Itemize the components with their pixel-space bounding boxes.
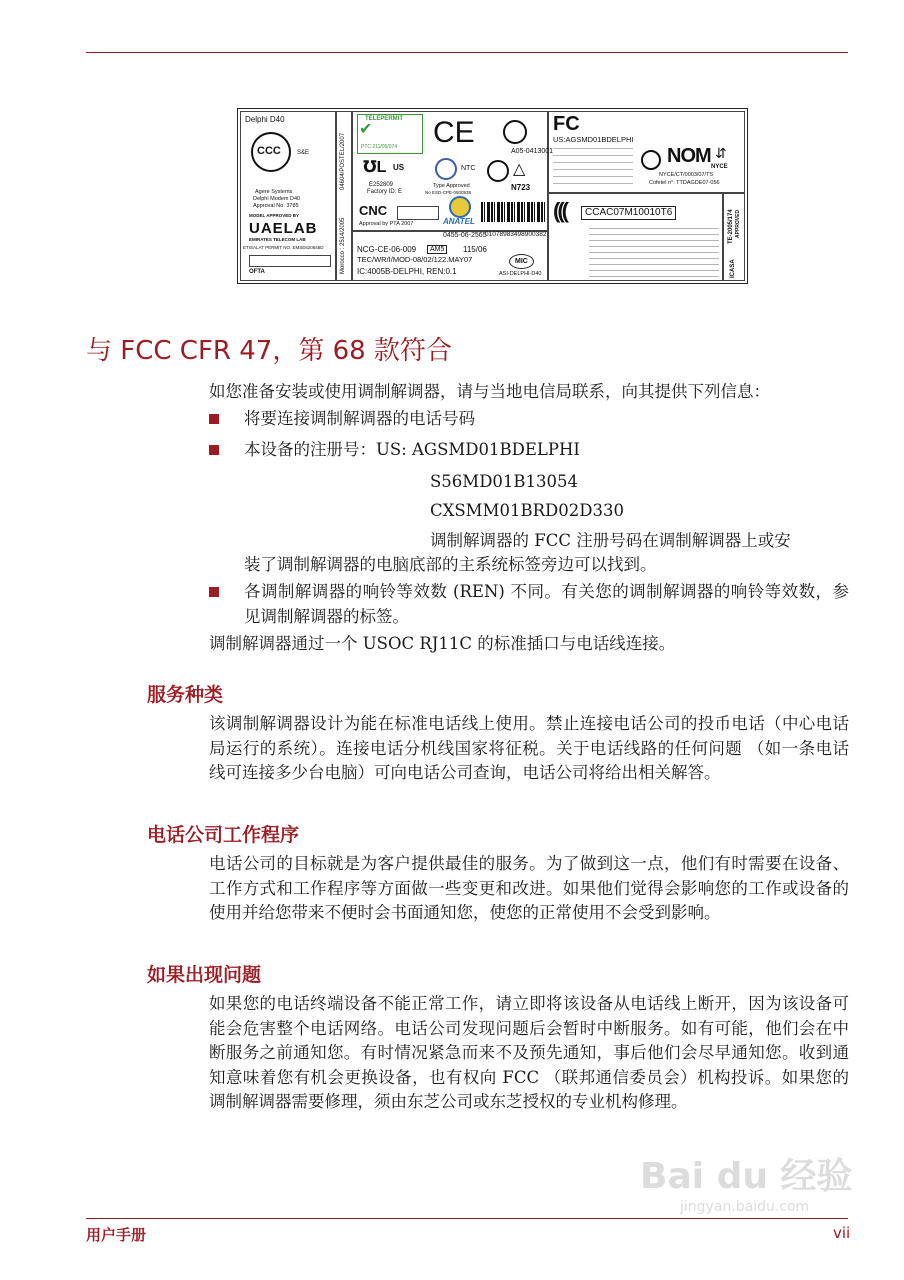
ul-us: US: [393, 163, 405, 172]
label-left-panel: [240, 111, 336, 281]
agere-line-2: Delphi Modem D40: [253, 196, 301, 202]
fcc-note-line-1: 调制解调器的 FCC 注册号码在调制解调器上或安: [430, 531, 791, 550]
problems-paragraph: 如果您的电话终端设备不能正常工作，请立即将该设备从电话线上断开，因为该设备可能会危害整个电话网络。电话公司发现问题后会暂时中断服务。如有可能，他们会在中断服务之前通知您。有时情况紧急而来不及预先通知，事后他们会尽早通知您。收到通知意味着您有机会更换设备，也有权向 FCC （联邦通信委员会）机构投诉。如果您的调制解调器需要修理，须由东芝公司或东芝授权的专业机构修理。: [209, 994, 849, 1111]
approved-label: APPROVED: [735, 209, 741, 238]
icasa-label: ICASA: [730, 259, 736, 278]
ul-file: E252809: [369, 182, 394, 188]
bullet-text: 将要连接调制解调器的电话号码: [244, 409, 475, 428]
uaelab-logo: UAELAB: [249, 220, 318, 237]
ams-number: 115/06: [463, 245, 487, 254]
bullet-square-icon: [209, 587, 219, 597]
procedure-paragraph: 电话公司的目标就是为客户提供最佳的服务。为了做到这一点，他们有时需要在设备、工作方式和工作程序等方面做一些变更和改进。如果他们觉得会影响您的工作或设备的使用并给您带来不便时会书面通知您，使您的正常使用不会受到影响。: [209, 854, 849, 922]
nom-logo: NOM: [667, 145, 711, 167]
section-title: 与 FCC CFR 47，第 68 款符合: [86, 336, 452, 366]
ofta-label: OFTA: [249, 269, 265, 275]
watermark-brand: Bai du 经验: [640, 1156, 853, 1197]
fcc-registration: US:AGSMD01BDELPHI: [553, 135, 634, 144]
nom-circle-icon: [641, 150, 661, 170]
morocco-approval: Morocco : 2514/2005: [340, 217, 346, 274]
uaelab-sub: EMIRATES TELECOM LAB: [249, 237, 306, 242]
etisalat-permit: ETISALAT PERMIT NO. EMSE620646D: [243, 245, 324, 250]
pta-approval: Approval by PTA 2007: [359, 221, 414, 227]
ce-mark: CE: [433, 116, 475, 149]
nyce-arrows-icon: ⇵: [715, 145, 727, 161]
triangle-icon: △: [513, 161, 526, 178]
ntc-logo: [435, 158, 457, 180]
check-icon: ✔: [359, 121, 373, 138]
barcode: [481, 202, 545, 222]
fcc-logo: FC: [553, 113, 580, 135]
ccc-sub: S&E: [297, 150, 310, 156]
registration-number-2: S56MD01B13054: [430, 472, 579, 491]
ams-box: AM5: [427, 245, 447, 254]
n723-label: N723: [511, 183, 531, 192]
right-lower-panel: [548, 193, 723, 281]
a05-number: A05-0413001: [511, 148, 554, 155]
anatel-number: 0455-06-2565: [443, 232, 487, 239]
israel-info-lines: [589, 228, 719, 278]
intro-paragraph: 如您准备安装或使用调制解调器，请与当地电信局联系，向其提供下列信息：: [209, 382, 770, 401]
type-approved: Type Approved: [433, 183, 470, 189]
procedure-heading: 电话公司工作程序: [147, 824, 300, 846]
asi-number: ASI-DELPHI-D40: [499, 271, 542, 277]
agere-line-3: Approval No. 3785: [253, 203, 299, 209]
right-upper-panel: [548, 111, 745, 193]
ul-factory: Factory ID: E: [367, 189, 403, 195]
ic-number: IC:4005B-DELPHI, REN:0.1: [357, 267, 457, 276]
bullet-text: 各调制解调器的响铃等效数 (REN) 不同。有关您的调制解调器的响铃等效数，参见调制解调器的标签。: [244, 582, 849, 626]
middle-upper-panel: [352, 111, 554, 231]
page-number: vii: [833, 1224, 851, 1242]
ccc-mark: CCC: [257, 145, 281, 157]
usoc-paragraph: 调制解调器通过一个 USOC RJ11C 的标准插口与电话线连接。: [209, 634, 676, 653]
ncg-number: NCG-CE-06-009: [357, 245, 417, 254]
middle-lower-panel: [352, 231, 548, 281]
footer-rule: [86, 1218, 848, 1219]
telepermit-label: TELEPERMIT: [365, 116, 404, 122]
icasa-panel: [723, 193, 745, 281]
c-tick-logo: [487, 160, 509, 182]
cofetel: Cofetel n°: TTDAGDE07-056: [649, 180, 720, 186]
uaelab-top: MODEL APPROVED BY: [249, 213, 300, 218]
nyce-label: NYCE: [711, 164, 728, 170]
problems-heading: 如果出现问题: [147, 964, 262, 986]
watermark-url: jingyan.baidu.com: [680, 1199, 810, 1215]
cnc-info-box: [397, 206, 439, 220]
bullet-square-icon: [209, 445, 219, 455]
service-heading: 服务种类: [147, 684, 224, 706]
anatel-globe: [449, 196, 471, 218]
watermark: [640, 1148, 853, 1215]
cnc-logo: CNC: [359, 203, 388, 218]
model-title: Delphi D40: [245, 115, 285, 124]
anrt-logo: [503, 120, 527, 144]
ptc-number: PTC 211/05/074: [361, 144, 398, 150]
nyce-ct: NYCE/CT/0003/07/TS: [659, 172, 714, 178]
esd-number: No ESD-CPE-0500938: [425, 190, 472, 195]
vertical-strip: [336, 111, 352, 281]
compliance-label: [237, 108, 748, 284]
agere-line-1: Agere Systems: [255, 189, 293, 195]
footer-manual-title: 用户手册: [86, 1226, 147, 1244]
ccac-number: CCAC07M10010T6: [581, 206, 676, 220]
mexico-info-lines: [553, 148, 633, 184]
bullet-square-icon: [209, 414, 219, 424]
barcode-number: 01078983498900382: [485, 231, 547, 238]
registration-number-3: CXSMM01BRD02D330: [430, 501, 624, 520]
bullet-text: 本设备的注册号：US: AGSMD01BDELPHI: [244, 440, 580, 459]
fcc-note-line-2: 装了调制解调器的电脑底部的主系统标签旁边可以找到。: [244, 555, 657, 574]
kz-approval: 04604/POSTEL/2007: [340, 132, 346, 190]
ntc-label: NTC: [461, 165, 476, 172]
header-rule: [86, 52, 848, 53]
tec-number: TEC/WR/I/MOD-08/02/122.MAY07: [357, 255, 473, 264]
service-paragraph: 该调制解调器设计为能在标准电话线上使用。禁止连接电话公司的投币电话（中心电话局运行的系统）。连接电话分机线国家将征税。关于电话线路的任何问题 （如一条电话线可连接多少台电脑）可向电话公司查询，电话公司将给出相关解答。: [209, 714, 849, 782]
ul-logo: ℧L: [363, 159, 387, 176]
anatel-logo: ANATEL: [443, 217, 475, 226]
hk-box: [249, 255, 331, 267]
mic-logo: MIC: [509, 254, 534, 269]
ccac-logo-icon: (((: [553, 198, 566, 223]
te-number: TE-2005/174: [728, 209, 734, 244]
